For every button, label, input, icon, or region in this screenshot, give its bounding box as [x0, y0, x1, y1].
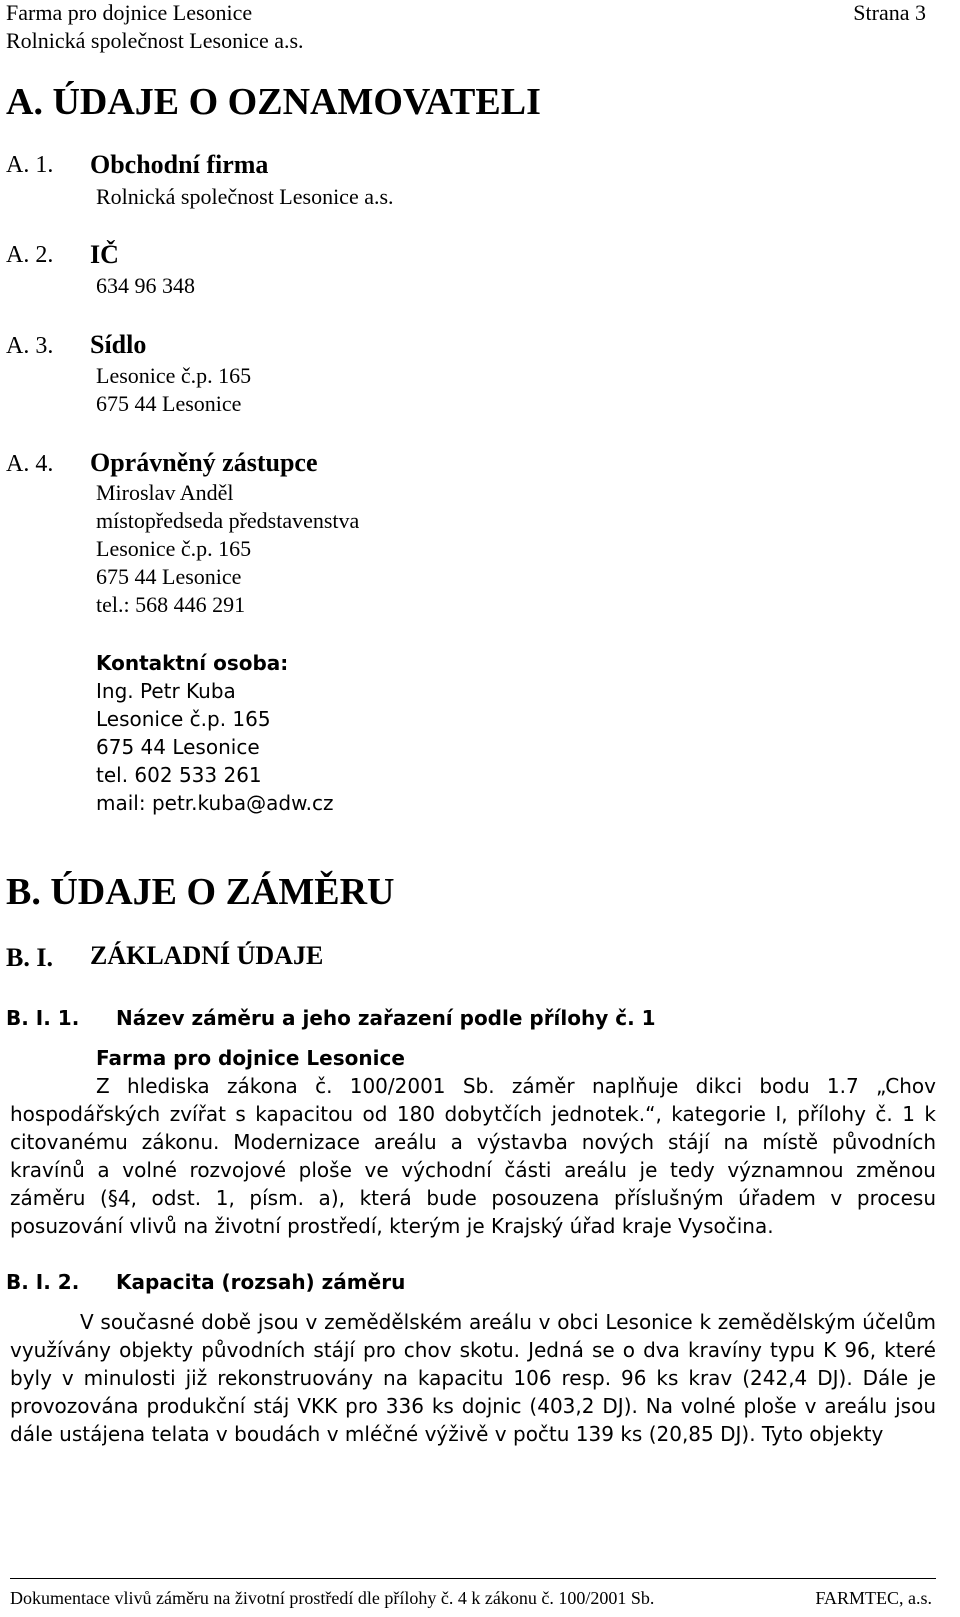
contact-line: Ing. Petr Kuba: [96, 679, 236, 703]
item-a1-number: A. 1.: [6, 152, 54, 178]
b12-title: Kapacita (rozsah) záměru: [116, 1270, 406, 1294]
section-b1-title: ZÁKLADNÍ ÚDAJE: [90, 941, 324, 970]
header-page-number: Strana 3: [853, 0, 926, 25]
b11-text: Z hlediska zákona č. 100/2001 Sb. záměr naplňuje dikci bodu 1.7 „Chov hospodářských zvířat s kapacitou od 180 dobytčích jednotek.“, kategorie I, přílohy č. 1 k citovanému zákonu. Modernizace areálu a výstavba nových stájí na místě původních kravínů a volné rozvojové ploše ve východní části areálu je tedy významnou změnou záměru (§4, odst. 1, písm. a), která bude posouzena příslušným úřadem v procesu posuzování vlivů na životní prostředí, kterým je Krajský úřad kraje Vysočina.: [10, 1074, 936, 1238]
item-a1-title: Obchodní firma: [90, 150, 269, 179]
section-b-heading: B. ÚDAJE O ZÁMĚRU: [6, 871, 395, 913]
b12-text: V současné době jsou v zemědělském areálu v obci Lesonice k zemědělským účelům využívány objekty původních stájí pro chov skotu. Jedná se o dva kravíny typu K 96, které byly v minulosti již rekonstruovány na kapacitu 106 resp. 96 ks krav (242,4 DJ). Dále je provozována produkční stáj VKK pro 336 ks dojnic (403,2 DJ). Na volné ploše v areálu jsou dále ustájena telata v boudách v mléčné výživě v počtu 139 ks (20,85 DJ). Tyto objekty: [10, 1310, 936, 1446]
item-a1-line: Rolnická společnost Lesonice a.s.: [96, 184, 394, 209]
b12-number: B. I. 2.: [6, 1270, 80, 1294]
item-a4-line: Miroslav Anděl: [96, 480, 234, 505]
contact-email: mail: petr.kuba@adw.cz: [96, 791, 334, 815]
footer-rule: [10, 1578, 936, 1579]
b11-title: Název záměru a jeho zařazení podle přílohy č. 1: [116, 1006, 656, 1030]
item-a2-number: A. 2.: [6, 242, 54, 268]
item-a3-title: Sídlo: [90, 330, 147, 359]
item-a2-line: 634 96 348: [96, 273, 195, 298]
b11-project-name: Farma pro dojnice Lesonice: [96, 1046, 405, 1070]
item-a4-line: 675 44 Lesonice: [96, 564, 242, 589]
section-a-heading: A. ÚDAJE O OZNAMOVATELI: [6, 81, 541, 123]
footer-left: Dokumentace vlivů záměru na životní prostředí dle přílohy č. 4 k zákonu č. 100/2001 Sb.: [10, 1588, 655, 1608]
item-a4-number: A. 4.: [6, 451, 54, 477]
header-company: Rolnická společnost Lesonice a.s.: [6, 28, 304, 53]
item-a4-line: Lesonice č.p. 165: [96, 536, 252, 561]
header-title: Farma pro dojnice Lesonice: [6, 0, 253, 25]
contact-line: 675 44 Lesonice: [96, 735, 260, 759]
item-a3-line: 675 44 Lesonice: [96, 391, 242, 416]
item-a4-line: tel.: 568 446 291: [96, 592, 246, 617]
b11-number: B. I. 1.: [6, 1006, 80, 1030]
item-a4-title: Oprávněný zástupce: [90, 448, 318, 477]
item-a3-number: A. 3.: [6, 333, 54, 359]
section-b1-number: B. I.: [6, 943, 53, 972]
item-a3-line: Lesonice č.p. 165: [96, 363, 252, 388]
contact-label: Kontaktní osoba:: [96, 651, 289, 675]
item-a2-title: IČ: [90, 240, 119, 269]
footer-right: FARMTEC, a.s.: [815, 1588, 932, 1608]
contact-line: Lesonice č.p. 165: [96, 707, 271, 731]
contact-line: tel. 602 533 261: [96, 763, 262, 787]
item-a4-line: místopředseda představenstva: [96, 508, 360, 533]
